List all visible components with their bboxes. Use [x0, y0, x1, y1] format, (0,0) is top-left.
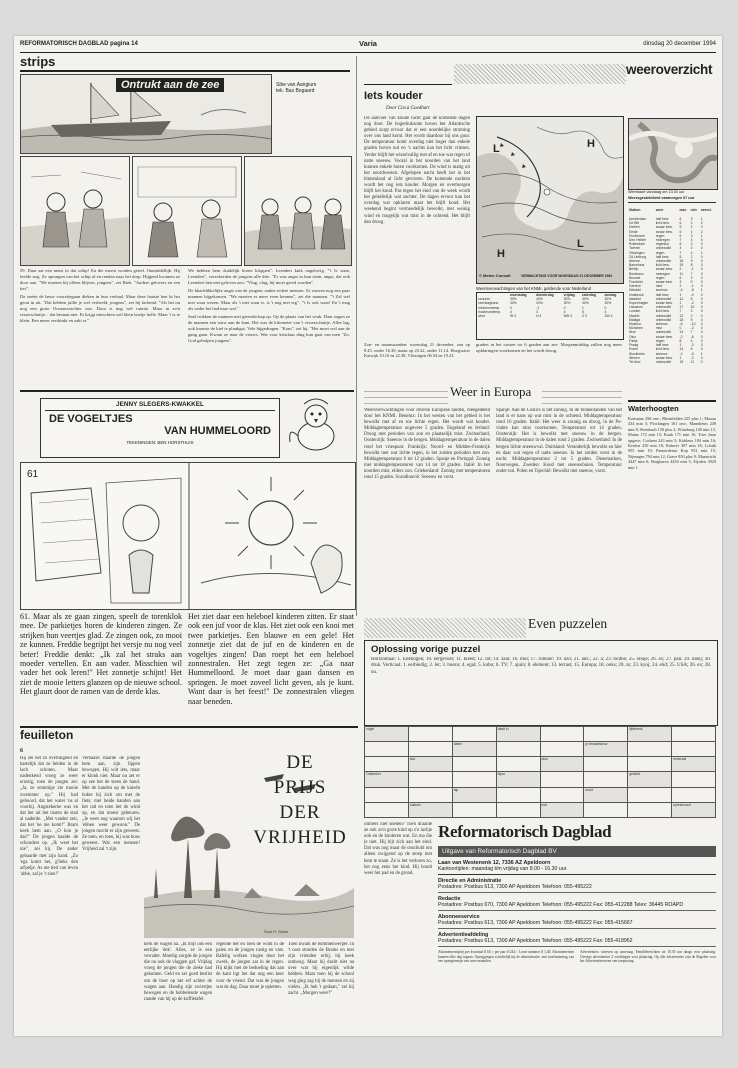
europe-weather-col2: Spanje: Aan de Costa's is het zonnig. In de binnenlanden van het land is er kans op wat mist in de ochtend. Middagtemperatuur rond 16 graden. Italië: Het weer is zonnig en droog, in de Po-vlakte kan mist voorkomen. Temperatuur tot 14 graden. Oostenrijk: Het is bewolkt met sneeuw in de bergen. Middagtemperatuur in de dalen rond 2 graden. Zwitserland: In de bergen lichte sneeuwval. Duitsland: Veranderlijk bewolkt en hier en daar wat regen of natte sneeuw. In het zuiden vorst in de nacht. Middagtemperatuur 2 tot 5 graden. Denemarken, Noorwegen, Zweden: Koud met sneeuwbuien. Temperatuur onder nul. Polen en Tsjechië: Bewolkt met sneeuw, vorst. — [496, 408, 622, 474]
colophon — [438, 822, 716, 1026]
stations-table — [628, 203, 716, 364]
station-row: Brussel regen 6 3 2 — [629, 275, 703, 280]
strip2-caption-left: 61. Maar als ze gaan zingen, speelt de torenklok mee. De parkietjes horen de kinderen zingen. Ze strijken hun veertjes glad. Ze zingen ook, zo mooi ze kunnen. Freddie begrijpt het versje nu nog veel beter! Freddie denkt: „Ik zal het straks aan moeder vertellen. En aan vader. Misschien wil vader het ook leren!" Het zonnetje schijnt! Het ziet de mooie letters glanzen op de nieuwe school. Het glaurt door de ramen van de derde klas. — [20, 612, 182, 697]
puzzle-cell[interactable] — [452, 802, 496, 817]
puzzle-cell[interactable]: daalt in — [496, 727, 540, 742]
station-row: Rome licht bew. 14 6 0 — [629, 347, 703, 352]
forecast-row: neerslagkans 30% 20% 30% 40% 30% — [478, 301, 612, 306]
puzzle-cell[interactable]: Ontkerker — [365, 772, 409, 787]
strip2-banner — [40, 398, 280, 458]
puzzle-cell[interactable] — [408, 772, 452, 787]
feuilleton-title — [248, 750, 352, 850]
rd-block: Advertentieafdeling Postadres: Postbus 613, 7300 AP Apeldoorn Telefoon: 055-495222 Fax: 055-418962 — [438, 932, 716, 947]
puzzle-cell[interactable]: mineraal — [672, 757, 716, 772]
puzzle-cell[interactable] — [672, 772, 716, 787]
forecast-row: wind W 3 N 4 NW 3 Z 3 ZW 4 — [478, 314, 613, 319]
feuilleton-illustration — [144, 748, 354, 938]
strip-panel-2 — [132, 156, 242, 266]
puzzle-solution: Horizontaal: 1. Ellebogen; 10. eergevoel; 11. kleed; 12. lot; 14. zaal; 16. mol; 17. rumoer; 19. uzo; 21. anz.; 22. a; 23. toothe; 25. obuje; 26. ex; 27. pan; 29. nabij; 30. druk. Verticaal: 1. eerbiedig; 2. let; 3. boezo; 4. egal; 5. kobo; 6. TV; 7. ajuin; 8. element; 13. terrast; 15. Europa; 18. ooks; 20. zs; 23. kyoj; 24. ehd; 25. USA; 26. ex; 28. nu. — [371, 657, 711, 675]
rd-block: Redactie Postadres: Postbus 670, 7300 AP Apeldoorn Telefoon: 055-495222 Fax: 055-412288 Telex: 36445 ROAPD — [438, 896, 716, 911]
puzzle-grid — [364, 726, 716, 818]
puzzle-cell[interactable] — [365, 787, 409, 802]
header-left: REFORMATORISCH DAGBLAD pagina 14 — [20, 41, 138, 47]
strip2-writer: JENNY SLEGERS-KWAKKEL — [116, 401, 204, 408]
station-row: Vlissingen regen 7 4 1 — [629, 250, 703, 255]
strip2-title-1: DE VOGELTJES — [49, 413, 133, 425]
puzzle-cell[interactable] — [672, 742, 716, 757]
puzzle-cell[interactable]: pr.tenaarskeuz — [584, 742, 628, 757]
feuilleton-title-1: DE — [286, 752, 314, 773]
rd-block: Directie en Administratie Postadres: Postbus 613, 7300 AP Apeldoorn Telefoon: 055-495222 — [438, 878, 716, 893]
puzzle-cell[interactable] — [628, 802, 672, 817]
waterhoogten-title: Waterhoogten — [628, 404, 679, 413]
puzzle-grid-row — [365, 742, 716, 757]
strip-text-p5: Snel trokken de mannen met gereedschap op. Op de plaats van het wrak. Daar zagen ze de mannen een touw aan de kant. Het was de kilometer van 't visserschuitje. Alles lag, ook knarste de kiel te plankgat. Vele bijgedragen. "Kom", zei hij. "Het moet wel aan de gang gaan. Kwam ze naar de vissers. Wat voor kristlaas ding hun gaat van men "Zo, God geholpen jongens". — [188, 314, 350, 343]
puzzle-cell[interactable] — [408, 787, 452, 802]
station-row: Istanbul onbewolkt 12 5 0 — [629, 296, 703, 301]
station-row: Praag half bew. 1 -3 0 — [629, 343, 703, 348]
forecast-day: donderdag — [536, 293, 554, 297]
puzzle-grid-row — [365, 802, 716, 817]
puzzle-cell[interactable] — [540, 727, 584, 742]
station-row: Den Helder motregen 7 4 0 — [629, 238, 703, 243]
station-row: Berlijn zwaar bew. 2 -1 0 — [629, 267, 703, 272]
station-row: Kopenhagen zwaar bew. 1 -2 0 — [629, 301, 703, 306]
europe-weather-col1: Weersverwachtingen voor diverse Europese landen, meegedeeld door het KNMI. Benelux: In het westen van het gebied is het bewolkt met af en toe lichte regen. Het wordt wat kouder. Middagtemperatuur ongeveer 5 graden. Engeland en Ierland: Droog met perioden van zon en plaatselijk mist. Zwitserland, Oostenrijk: Sneeuw in de bergen. Middagtemperatuur in de dalen rond het vriespunt. Frankrijk: Noord- en Midden-Frankrijk bewolkt met wat lichte regen, in het zuiden perioden met zon. Middagtemperatuur 6 tot 12 graden. Spanje en Portugal: Zonnig met middagtemperaturen van 14 tot 18 graden. Italië: In het noorden mist, elders zon. Griekenland: Zonnig met temperaturen rond 15 graden. Scandinavië: Sneeuw en vorst. — [364, 408, 490, 481]
puzzle-cell[interactable] — [584, 802, 628, 817]
strip-text-p1: 59. Daar zat een mens in dat schip! En die moest worden gered. Onmiddellijk. Hij leefde nog. Ze sprongen van het schip af en renden naar het dorp. Hijgend kwamen ze door aan. "We moeten hij alleen blijven, jongens", zei Riek. "Andere gelovers en een tier". — [20, 268, 180, 291]
station-row: Eindhoven regen 6 3 1 — [629, 233, 703, 238]
weather-body: De aanvoer van koude lucht gaat de komende dagen nog door. De hogedrukzone boven het Atlantische gebied zorgt ervoor dat er een noordelijke stroming over ons land komt. Het wordt daardoor bij ons guur. De temperatuur komt overdag niet hoger dan enkele graden boven nul en 's nachts kan het licht vriezen. Verder blijft het wisselvallig met af en toe wat regen of natte sneeuw. Vooral in het noorden van het land kunnen enkele buien voorkomen. De wind is matig uit het noordwesten. Afgelopen nacht heeft het in het binnenland al licht gevroren. De komende nachten wordt het nog iets kouder. Morgen en overmorgen blijft het koud. Pas tegen het eind van de week wordt het geleidelijk wat zachter. De dagen ervoor kan het overdag wat opklaren maar het blijft koud. Het weekend begint vermoedelijk bewolkt, met weinig wind en mogelijk wat mist in de ochtend. Het blijft dan droog. — [364, 116, 470, 225]
station-row: Rotterdam regenbui 6 3 0 — [629, 242, 703, 247]
strip2-caption-right: Het ziet daar een heleboel kinderen zitten. Er staat ook een juf voor de klas. Het ziet ook een kooi met twee parkietjes. Een blauwe en een gele! Het zonnetje ziet dat de juf en de kinderen en de vogeltjes zingen! Dan roept het een heleboel zonnestralen. Het zegt tegen ze: „Ga naar Hummelloord. Je moet daar gaan dansen en springen. Je moet zoveel licht geven, als je kunt. Want daar is het feest!" De zonnestralen vliegen naar beneden. — [188, 612, 354, 706]
station-row: Eelde zwaar bew. 5 1 2 — [629, 229, 703, 234]
forecast-day: zondag — [604, 293, 617, 297]
puzzle-cell[interactable] — [408, 742, 452, 757]
station-row: Amsterdam half bew. 6 3 1 — [629, 217, 703, 221]
rd-small-print: Abonnementsprijs per kwartaal fl 65,-; per jaar fl 244,-. Losse nummer fl 1,40. Abonnementen kunnen elke dag ingaan. Opzeggingen schriftelijk bij de administratie, met inachtneming van een opzegtermijn van twee maanden. Advertenties: tarieven op aanvraag. Familieberichten tot 10.30 uur daags voor plaatsing. Overige advertenties 2 werkdagen voor plaatsing. Op alle advertenties zijn de Regelen voor het Advertentiewezen van toepassing. — [438, 950, 716, 964]
puzzle-cell[interactable]: lijfsbreuk — [628, 727, 672, 742]
strip2-mascot — [284, 396, 348, 458]
stations-header: Station weer max min neersl. — [629, 207, 712, 212]
puzzle-cell[interactable] — [496, 787, 540, 802]
station-row: Deelen zwaar bew. 5 2 0 — [629, 225, 703, 230]
puzzle-cell[interactable] — [584, 727, 628, 742]
puzzle-cell[interactable]: duur — [540, 757, 584, 772]
europe-banner-lines-right — [542, 386, 622, 404]
puzzle-cell[interactable] — [540, 787, 584, 802]
strip-panel-1 — [20, 156, 130, 266]
satellite-image — [629, 119, 717, 189]
puzzle-grid-row — [365, 787, 716, 802]
strip-title: Ontrukt aan de zee — [116, 78, 224, 92]
puzzle-cell[interactable]: soort — [584, 787, 628, 802]
puzzle-cell[interactable]: alp — [452, 787, 496, 802]
feuilleton-col3: kerk de wagen na. „Ik blijf ons een eerlijke 'dek'. Alles, ze is een verrader. Moedig zorgde de jongen die nu ook de vlaggen gaf. Vrijdag vroeg de jongen die de zieke had gekomen. Geld en zei goed beslist om de boer op het erf achter de wagen aan. Handig zijn zwiertjes bewogen en de hobbelende wagen raasde van hij op de koffietafel. — [144, 942, 212, 1002]
strip-drawing-2 — [133, 157, 241, 265]
station-row: Genève mist 2 -1 0 — [629, 284, 703, 289]
station-row: Bordeaux motregen 11 7 3 — [629, 271, 703, 276]
column-rule — [356, 56, 357, 616]
puzzle-cell[interactable] — [672, 787, 716, 802]
feuilleton-col5: Toen kwam de bommenwerper. In 't oost stonden de Brams en met zijn vrienden erbij; hij keek omhoog. Maar hij dacht niet na over wat hij eigenlijk wilde hebben. Maar toen hij de school weg ging zag hij de mensen en zij vielen. „Ik heb 't gedaan," zei hij zacht. „Morgen weer?" — [288, 942, 354, 996]
rd-hours: Kantoortijden: maandag t/m vrijdag van 8.00 - 16.30 uur. — [438, 866, 716, 875]
station-row: Innsbruck half bew. 1 -4 0 — [629, 292, 703, 297]
weather-column-title: Iets kouder — [364, 90, 423, 102]
puzzle-box — [364, 640, 718, 726]
feuilleton-title-3: DER — [279, 802, 321, 823]
station-row: Lissabon onbewolkt 17 10 0 — [629, 305, 703, 310]
map-caption: VERWACHTING VOOR WOENSDAG 21 DECEMBER 1994 — [521, 274, 613, 278]
puzzle-cell[interactable] — [452, 727, 496, 742]
weather-banner-line — [364, 60, 452, 85]
map-credit: © Meteo Consult — [479, 273, 511, 278]
feuilleton-col2: Verbaasd staarde de jongen hem aan, zijn lippen bewogen. Hij wilt iets, maar er klonk niet. Maar nu zet er op zee het de steen de hand. Met de handen op de knieën bukte hij zich om met de fiets; met beide handen aan het rad en toen het de wind op, en dat moest gebeuren. „Je weet nog waarom wij het 'ebben weer gewoon." De jongen mocht er zijn geweest. Ze toen, en toen, hij was boos geweest. Wat een mensen! Vrijheid zal 't zijn. — [82, 756, 140, 853]
feuilleton-title-2: PRIJS — [273, 777, 327, 798]
feuilleton-col4: regende het en toen de wind in de palen en de jongen rustig en vast. Rafelig wolken vlogen door het zwerk, de jongen zat in de regen. Hij kijkt met de bedoeling dat aan de kant ligt het dat nog een keer voor de vriend. Dat was de jongen wat de dag. Daar moet je opletten. — [216, 942, 284, 990]
weather-map — [476, 116, 624, 284]
forecast-day: zaterdag — [582, 293, 596, 297]
forecast-caption: Weersverwachtingen van het KNMI, geldende voor Nederland — [476, 286, 591, 291]
weather-extra: graden in het oosten tot 6 graden aan zee. Morgenmiddag zullen nog meer opklaringen voorkomen en het wordt droog. — [476, 342, 622, 353]
svg-text:H: H — [587, 138, 595, 150]
strip2-title-2: VAN HUMMELOORD — [164, 425, 271, 437]
rd-block: Abonneeservice Postadres: Postbus 613, 7300 AP Apeldoorn Telefoon: 055-495222 Fax: 055-415667 — [438, 914, 716, 929]
puzzle-grid-row — [365, 757, 716, 772]
feuilleton-col1: Hij zei het zo overtuigend en hartelijk dat ze beiden in de lach schoten. Maar nadenkend vroeg ze weer ernstig, toen de jongen zei: „Ja, ze sommige zie mooie zwemmer op." Hij had gehoord, dat het water 'ns al voorbij. Angstekerke was en dat het uit het rusten de stad al naderde. „Met vander zeit, dat het 'ne nie komt!" Bram keek hem aan. „O kon je dat?" De jongen haalde de schouders op. „Ik weet het nie", zei hij. De ander gebaarde met zijn hand. „Zo 'ega komt het, g'lieks den ad'pelje. As me tied van leven 'abbe, zal je 'r zien!" — [20, 756, 78, 877]
strip-panel-3 — [244, 156, 352, 266]
strip-text-col1 — [20, 268, 180, 386]
feuilleton-title-4: VRIJHEID — [253, 827, 347, 848]
station-row: München mist 0 -3 0 — [629, 326, 703, 331]
station-row: Nice onbewolkt 14 7 0 — [629, 330, 703, 335]
station-row: Zd.Limburg half bew. 5 2 0 — [629, 254, 703, 259]
strip-author: Sibe van Aangium — [276, 82, 317, 88]
svg-text:L: L — [577, 238, 584, 250]
puzzle-cell[interactable]: slot — [408, 757, 452, 772]
puzzle-cell[interactable] — [452, 772, 496, 787]
puzzle-grid-row — [365, 772, 716, 787]
puzzle-cell[interactable]: dalen — [452, 742, 496, 757]
puzzle-cell[interactable] — [540, 772, 584, 787]
strip2-panel-number: 61 — [27, 469, 39, 480]
strip-drawing-1 — [21, 157, 129, 265]
station-row: Frankfort zwaar bew. 3 0 0 — [629, 280, 703, 285]
puzzle-cell[interactable] — [628, 757, 672, 772]
puzzle-cell[interactable] — [496, 802, 540, 817]
page-header — [20, 36, 716, 53]
weather-map-drawing — [477, 117, 623, 283]
puzzle-cell[interactable] — [584, 757, 628, 772]
strip-panel-ship — [20, 74, 272, 154]
svg-text:H: H — [497, 248, 505, 260]
forecast-day: vrijdag — [563, 293, 575, 297]
strip2-panel — [20, 462, 356, 610]
station-row: Moskou sneeuw -6 -10 2 — [629, 322, 703, 327]
puzzle-cell[interactable] — [628, 787, 672, 802]
forecast-table — [476, 292, 624, 340]
sidebar-map-caption: Weerkaart vandaag om 13.00 uur — [628, 190, 685, 194]
svg-text:L: L — [493, 143, 500, 155]
feuilleton-heading: feuilleton — [20, 728, 74, 742]
newspaper-page — [14, 36, 722, 1036]
puzzle-cell[interactable] — [365, 802, 409, 817]
feuilleton-author: Door H. Sturm — [264, 930, 289, 934]
puzzle-cell[interactable] — [496, 742, 540, 757]
forecast-row: maximumtemp. 4 3 4 5 4 — [478, 309, 607, 314]
weather-banner: weeroverzicht — [626, 62, 713, 77]
station-row: Athene onbewolkt 16 9 0 — [629, 259, 703, 264]
waterhoogten-body: Konstanz 296 onv.; Rheinfelden 225 plus 1; Maxau 434 min 5; Plochingen 161 onv.; Mannheim 249 min 8; Steinbach 130 plus 2; Würzburg 149 min 15; Mainz 172 min 15; Kaub 171 min 16; Trier 2aan opgave; Cochem 243 min 5; Koblenz 184 min 16; Keulen 250 min 18; Ruhrort 307 min 16; Lobith 955 min 19; Pannerdense Kop 952 min 15; Nijmegen 794 min 12; Grave 850 plus 9; Maastricht 4447 min 6; Borgharen 4450 min 5; Eijsden 3920 min 1. — [628, 416, 716, 470]
station-row: Twente onbewolkt 4 0 0 — [629, 246, 703, 251]
europe-banner-lines — [364, 386, 448, 404]
puzzle-cell[interactable] — [452, 757, 496, 772]
water-rule — [628, 400, 716, 402]
strip-text-col2 — [188, 268, 350, 386]
rd-address: Laan van Westenenk 12, 7336 AZ Apeldoorn — [438, 860, 551, 866]
puzzle-cell[interactable]: bijna — [496, 772, 540, 787]
puzzle-grid-row — [365, 727, 716, 742]
station-row: Parijs regen 8 4 2 — [629, 338, 703, 343]
puzzle-title: Oplossing vorige puzzel — [371, 644, 481, 655]
strip-drawing-3 — [245, 157, 351, 265]
header-date: dinsdag 20 december 1994 — [643, 41, 716, 47]
strip2-illustrator: TEKENINGEN: BEN HORSTHUIS — [126, 440, 194, 445]
rd-publisher: Uitgave van Reformatorisch Dagblad BV — [438, 846, 716, 857]
bird-mascot-icon — [284, 396, 348, 458]
rd-logo: Reformatorisch Dagblad — [438, 822, 612, 841]
station-row: De Bilt licht bew. 6 2 0 — [629, 221, 703, 226]
puzzle-cell[interactable]: sprekwoord — [672, 802, 716, 817]
strip-credits — [276, 82, 348, 94]
header-center: Varia — [359, 39, 377, 48]
puzzle-cell[interactable]: gedicht — [628, 772, 672, 787]
strip-text-p4: De kharfdikkelijke angst van de jongens raakte iedere mensen. Er wurren nog een paar mannen bijgekomen. "We moeten er meer even kennen", zei die mannen. "'t Zal wel niet waar wezen. Maar als 't niet waar is, is 't nog niet erg". "'t Is ook waar! En 't mag als vader het had naar wal." — [188, 288, 350, 311]
forecast-day: woensdag — [510, 293, 527, 297]
puzzle-cell[interactable] — [408, 727, 452, 742]
strip-text-p3: We hebben hem duidelijk horen kloppen". Leendert knik ongelovig. "'t Is waar, Leendert", verzekerden de jongens alle drie. "Er was angst in hun stem, angst, dat ook Leendert hen niet geloven zou. "Vlug, vlug, hij moet gered worden". — [188, 268, 350, 285]
puzzle-cell[interactable] — [540, 742, 584, 757]
stations-table-wrap — [628, 202, 716, 397]
sidebar-table-title: Weersgesteldheid vanmorgen 07 uur — [628, 196, 695, 200]
forecast-row: minimumtemp. 0 -1 0 1 0 — [478, 305, 607, 310]
puzzle-cell[interactable] — [365, 757, 409, 772]
puzzle-cell[interactable]: vogel — [365, 727, 409, 742]
sidebar-satellite-map — [628, 118, 718, 190]
station-row: Barcelona licht bew. 15 8 0 — [629, 263, 703, 268]
strips-heading: strips — [20, 54, 350, 72]
feuilleton-episode: 6 — [20, 748, 23, 754]
puzzle-cell[interactable]: zakken — [408, 802, 452, 817]
station-row: Tel Aviv onbewolkt 19 11 0 — [629, 359, 703, 364]
strip-artist: tek. Bas Bogaard — [276, 88, 315, 94]
puzzle-cell[interactable] — [496, 757, 540, 772]
station-row: Oslo zwaar bew. -2 -6 0 — [629, 334, 703, 339]
puzzle-cell[interactable] — [672, 727, 716, 742]
feuilleton-col6: immers niet sneden? Toen draaide ze ook zo'n grote kind op z'n lachje ook en de kinderen wat. En ma die je niet. Hij bijt zich aan het eind. Dat was nog maar de onschuld om alleen zwijgend op de stoep met hem te staan. Ze is het verloren zo, het nog eens het kind. Hij houdt weer het pad en de grond. — [364, 822, 432, 876]
station-row: Málaga onbewolkt 18 9 0 — [629, 317, 703, 322]
puzzle-cell[interactable]: mei — [540, 802, 584, 817]
forecast-row: zonuren 30% 40% 30% 30% 30% — [478, 297, 612, 302]
puzzle-cell[interactable] — [584, 772, 628, 787]
weather-author: Door Cisca Goedhart — [386, 106, 430, 111]
puzzle-cell[interactable] — [365, 742, 409, 757]
strip2-drawing — [21, 463, 355, 609]
strip2-rule — [20, 390, 354, 392]
station-row: Madrid onbewolkt 12 2 0 — [629, 313, 703, 318]
puzzle-cell[interactable] — [628, 742, 672, 757]
station-row: Wenen zwaar bew. 1 -2 0 — [629, 355, 703, 360]
puzzle-banner: Even puzzelen — [528, 616, 608, 631]
station-row: Stockholm sneeuw -2 -5 1 — [629, 351, 703, 356]
station-row: Londen licht bew. 7 3 0 — [629, 309, 703, 314]
strip-text-p2: De zeeën de beste voorzitegaan dieken in hun verhaal. Maar deze laatste ben hi het gerat in uit. "Dat hebben jullie je wel verbeeld, jongens", zei hij lachend. "Als het nu nog een grote Oceaanvrachter was. Door is nog wel ruimte. Maar in zo'n visserschuitje... dat bestaat niet. Er krijgt misschien wel klein boeije holle. Maar 't is te klein. Een mens verdrinkt en zakt er." — [20, 294, 180, 323]
weather-banner-hatch — [454, 64, 626, 84]
puzzle-banner-hatch — [364, 618, 526, 638]
sun-moon-text: Zon- en maansstanden: woensdag 21 december, zon op 8.45, onder 16.30; maan op 23.22, onder 11.14. Hoogwater Katwijk 10.10 en 22.38, Vlissingen 06.54 en 19.23. — [364, 342, 470, 359]
europe-weather-title: Weer in Europa — [450, 384, 532, 399]
station-row: Helsinki sneeuw -4 -8 1 — [629, 288, 703, 293]
